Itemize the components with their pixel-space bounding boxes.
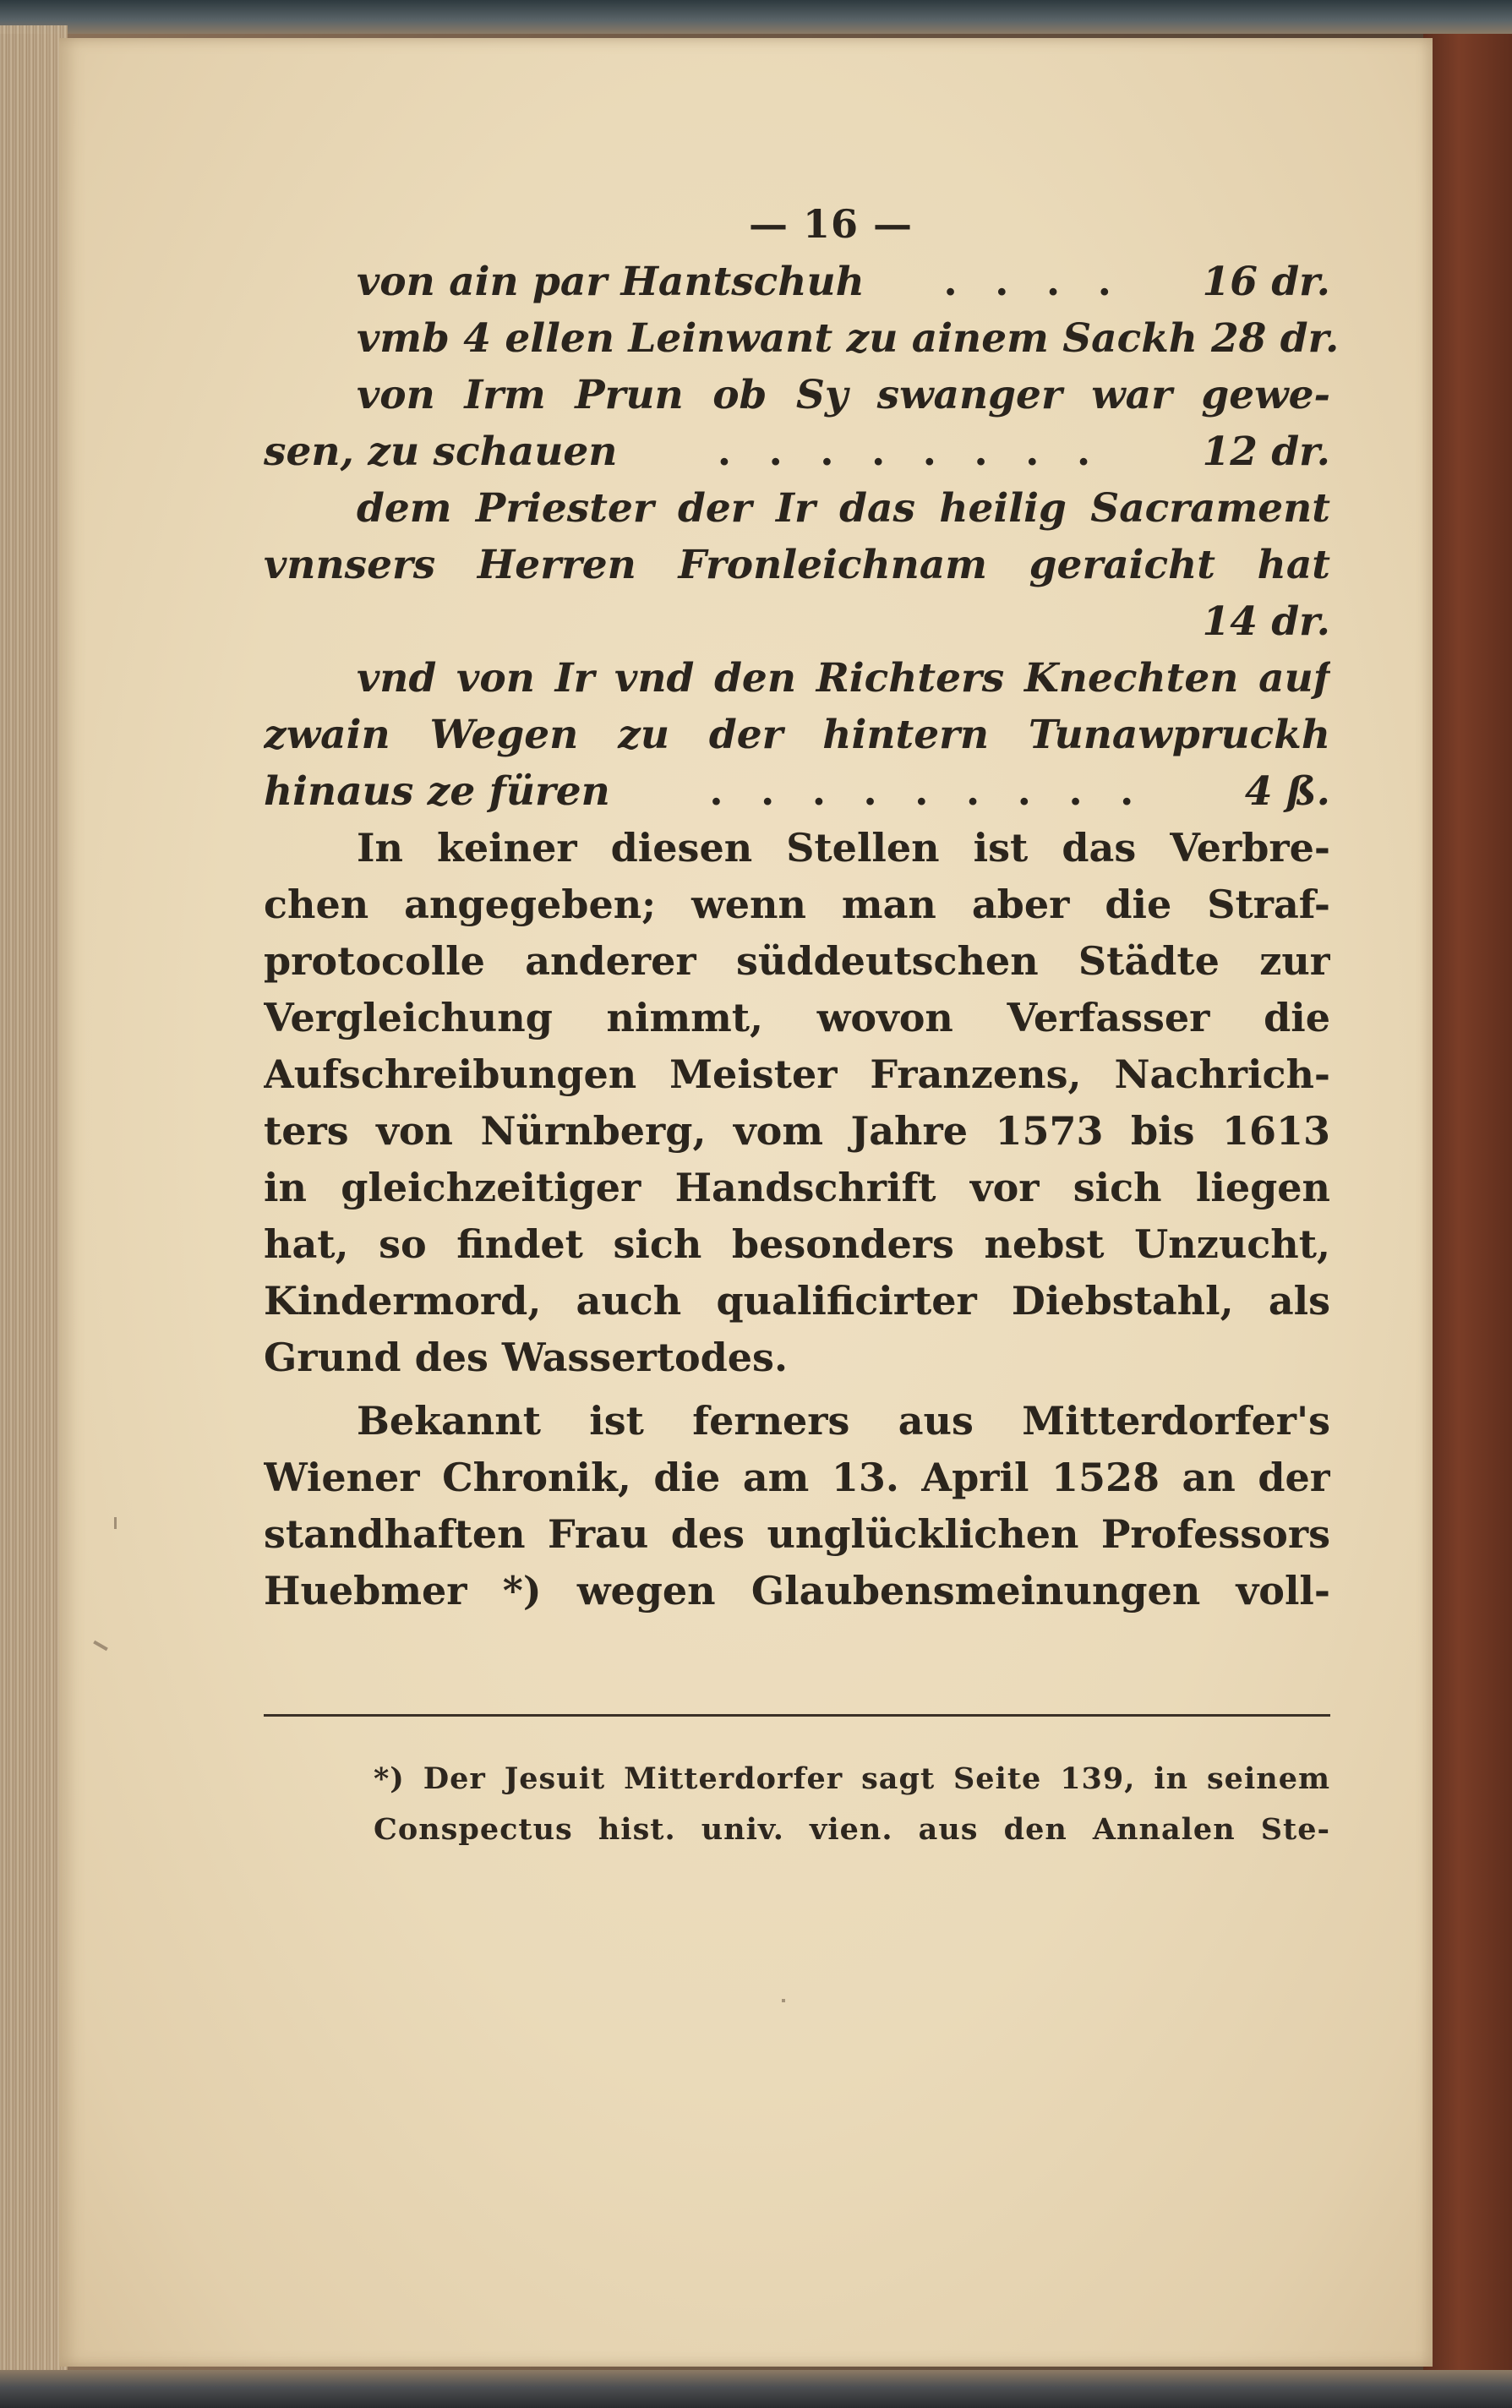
binding-top-edge — [0, 0, 1512, 34]
binding-bottom-edge — [0, 2370, 1512, 2408]
footnote — [264, 1754, 1330, 1855]
entry-text-line: vnd von Ir vnd den Richters Knechten auf — [357, 655, 1330, 702]
ledger-entry — [264, 423, 1330, 480]
paragraph-gap — [264, 1386, 1330, 1393]
entry-amount: 12 dr. — [1202, 429, 1330, 475]
entry-text-line: vnnsers Herren Fronleichnam geraicht hat — [264, 542, 1330, 588]
entry-text: hinaus ze füren — [264, 768, 610, 815]
page-text-block — [264, 194, 1340, 1619]
paragraph-line: Vergleichung nimmt, wovon Verfasser die — [264, 995, 1330, 1040]
entry-amount: 4 ß. — [1244, 768, 1330, 815]
entry-text-line: zwain Wegen zu der hintern Tunawpruckh — [264, 712, 1330, 758]
paragraph-line: Aufschreibungen Meister Franzens, Nachrich- — [264, 1051, 1330, 1097]
paragraph-line: Huebmer *) wegen Glaubensmeinungen voll- — [264, 1568, 1330, 1614]
footnote-line: *) Der Jesuit Mitterdorfer sagt Seite 139, in seinem — [374, 1761, 1330, 1796]
paragraph-line: ters von Nürnberg, vom Jahre 1573 bis 1613 — [264, 1108, 1330, 1154]
paragraph-line: In keiner diesen Stellen ist das Verbre- — [357, 825, 1330, 871]
dot-leaders: . . . . . . . . . — [709, 768, 1146, 815]
page-number: — 16 — — [748, 201, 914, 247]
entry-amount: 28 dr. — [1210, 315, 1340, 362]
paragraph-line: chen angegeben; wenn man aber die Straf- — [264, 882, 1330, 927]
paragraph-line: standhaften Frau des unglücklichen Professors — [264, 1511, 1330, 1557]
entry-text: vmb 4 ellen Leinwant zu ainem Sackh — [357, 315, 1198, 362]
ledger-entry — [264, 310, 1340, 367]
paragraph-line: Kindermord, auch qualificirter Diebstahl, als — [264, 1278, 1330, 1324]
entry-amount: 14 dr. — [1202, 598, 1330, 645]
book-cover-board — [1423, 34, 1512, 2375]
page-edges-stack — [0, 25, 68, 2383]
paragraph-line: Grund des Wassertodes. — [264, 1335, 788, 1380]
paragraph-line: in gleichzeitiger Handschrift vor sich liegen — [264, 1165, 1330, 1210]
paragraph-line: protocolle anderer süddeutschen Städte zur — [264, 938, 1330, 984]
ledger-entry — [264, 763, 1330, 820]
entry-text-line: dem Priester der Ir das heilig Sacrament — [357, 485, 1330, 532]
ledger-entries — [264, 254, 1340, 820]
footnote-rule — [264, 1714, 1330, 1717]
entry-amount: 16 dr. — [1202, 259, 1330, 305]
dot-leaders: . . . . — [943, 259, 1123, 305]
entry-text: von ain par Hantschuh — [357, 259, 865, 305]
paragraph-line: Wiener Chronik, die am 13. April 1528 an der — [264, 1455, 1330, 1500]
entry-text-line: von Irm Prun ob Sy swanger war gewe- — [357, 372, 1330, 418]
entry-text: sen, zu schauen — [264, 429, 618, 475]
footnote-line: Conspectus hist. univ. vien. aus den Annalen Ste- — [374, 1812, 1330, 1847]
paragraph-line: Bekannt ist ferners aus Mitterdorfer's — [357, 1398, 1330, 1444]
dot-leaders: . . . . . . . . — [717, 429, 1103, 475]
ledger-entry — [264, 254, 1330, 310]
paragraph-1 — [264, 820, 1330, 1386]
paragraph-line: hat, so findet sich besonders nebst Unzucht, — [264, 1221, 1330, 1267]
paragraph-2 — [264, 1393, 1330, 1619]
